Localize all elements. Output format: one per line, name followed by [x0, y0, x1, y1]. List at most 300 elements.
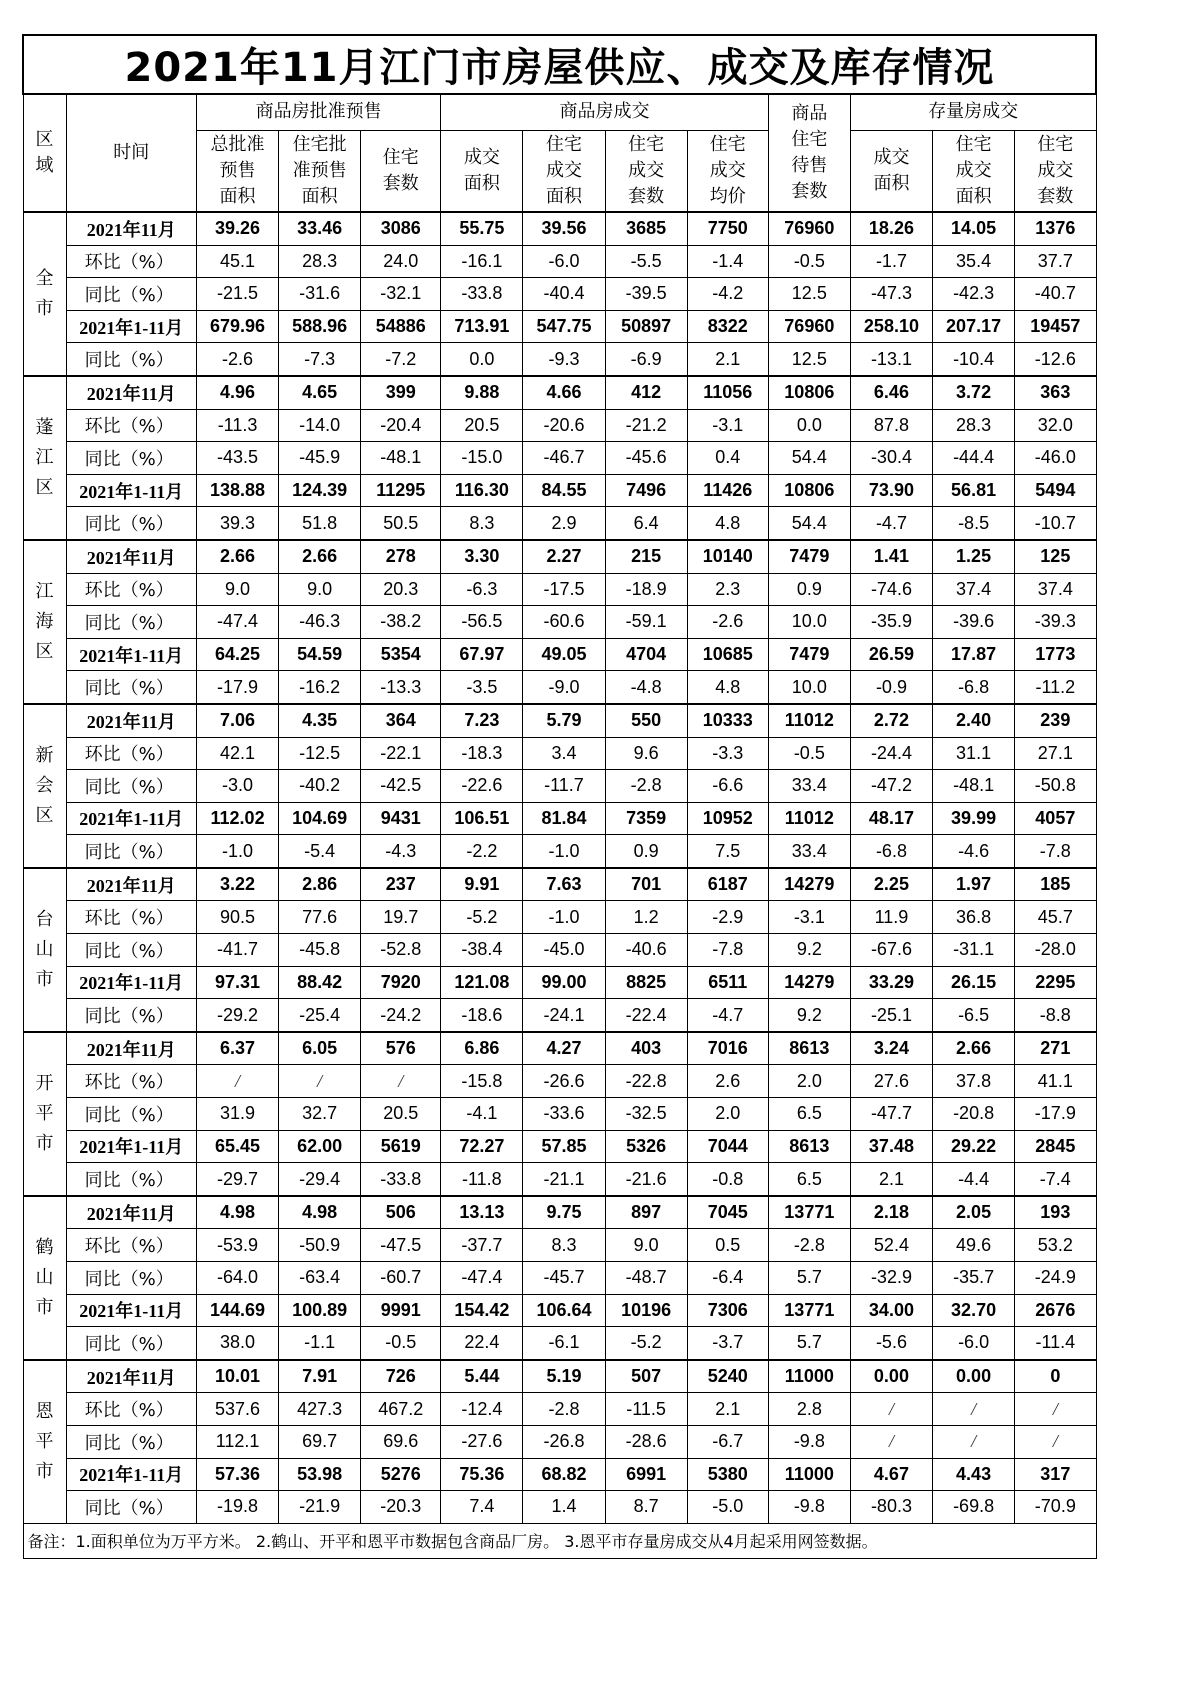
data-cell: -6.0	[523, 245, 605, 278]
data-cell: 28.3	[933, 409, 1015, 442]
data-cell: 7.23	[441, 704, 523, 737]
data-cell: -7.4	[1015, 1163, 1096, 1196]
data-cell: 10806	[768, 474, 850, 507]
data-cell: 77.6	[279, 901, 361, 934]
data-cell: -5.4	[279, 835, 361, 868]
data-cell: 12.5	[768, 343, 850, 376]
data-cell: /	[850, 1425, 932, 1458]
data-cell: 3685	[605, 212, 687, 245]
data-cell: 6.5	[768, 1163, 850, 1196]
data-cell: -35.7	[933, 1262, 1015, 1295]
data-cell: -42.5	[361, 770, 441, 803]
row-period: 同比（%）	[66, 606, 196, 639]
data-cell: -12.4	[441, 1393, 523, 1426]
data-cell: -18.6	[441, 999, 523, 1032]
data-cell: 124.39	[279, 474, 361, 507]
data-cell: 547.75	[523, 310, 605, 343]
data-cell: 51.8	[279, 507, 361, 540]
data-cell: 1.41	[850, 540, 932, 573]
data-cell: 0.00	[850, 1360, 932, 1393]
data-cell: -10.7	[1015, 507, 1096, 540]
row-period: 2021年1-11月	[66, 1458, 196, 1491]
row-period: 环比（%）	[66, 1393, 196, 1426]
row-period: 2021年1-11月	[66, 1294, 196, 1327]
data-cell: -11.4	[1015, 1327, 1096, 1360]
data-cell: -19.8	[196, 1491, 278, 1524]
data-cell: -0.8	[687, 1163, 768, 1196]
row-period: 2021年1-11月	[66, 310, 196, 343]
data-cell: 467.2	[361, 1393, 441, 1426]
data-cell: 2.25	[850, 868, 932, 901]
row-period: 同比（%）	[66, 1491, 196, 1524]
row-period: 2021年11月	[66, 704, 196, 737]
data-cell: -69.8	[933, 1491, 1015, 1524]
data-cell: -7.8	[1015, 835, 1096, 868]
data-cell: -45.8	[279, 934, 361, 967]
data-cell: 5619	[361, 1130, 441, 1163]
data-cell: 4704	[605, 638, 687, 671]
data-cell: 2.66	[196, 540, 278, 573]
data-cell: 7.91	[279, 1360, 361, 1393]
data-cell: -18.3	[441, 737, 523, 770]
table-row	[23, 966, 1096, 999]
row-period: 2021年11月	[66, 540, 196, 573]
data-cell: 701	[605, 868, 687, 901]
table-row	[23, 1130, 1096, 1163]
data-cell: -18.9	[605, 573, 687, 606]
row-period: 同比（%）	[66, 934, 196, 967]
data-cell: -47.3	[850, 278, 932, 311]
data-cell: 72.27	[441, 1130, 523, 1163]
data-cell: -43.5	[196, 442, 278, 475]
data-cell: -80.3	[850, 1491, 932, 1524]
data-cell: 64.25	[196, 638, 278, 671]
data-cell: -22.6	[441, 770, 523, 803]
data-cell: -20.3	[361, 1491, 441, 1524]
data-cell: 116.30	[441, 474, 523, 507]
data-cell: 2.72	[850, 704, 932, 737]
data-cell: -3.7	[687, 1327, 768, 1360]
data-cell: 7045	[687, 1196, 768, 1229]
data-cell: 35.4	[933, 245, 1015, 278]
data-cell: 507	[605, 1360, 687, 1393]
data-cell: -22.4	[605, 999, 687, 1032]
data-cell: 33.4	[768, 770, 850, 803]
data-cell: 39.56	[523, 212, 605, 245]
row-period: 同比（%）	[66, 278, 196, 311]
table-row	[23, 245, 1096, 278]
data-cell: -7.8	[687, 934, 768, 967]
data-cell: 33.29	[850, 966, 932, 999]
data-cell: -4.7	[687, 999, 768, 1032]
data-cell: 33.4	[768, 835, 850, 868]
data-cell: 7.06	[196, 704, 278, 737]
data-cell: 9.75	[523, 1196, 605, 1229]
data-cell: 11012	[768, 704, 850, 737]
data-cell: 7016	[687, 1032, 768, 1065]
row-period: 同比（%）	[66, 835, 196, 868]
data-cell: -3.1	[768, 901, 850, 934]
data-cell: -0.5	[768, 245, 850, 278]
data-cell: -3.5	[441, 671, 523, 704]
data-cell: -74.6	[850, 573, 932, 606]
header-col-3: 成交 面积	[441, 130, 523, 212]
data-cell: -5.2	[605, 1327, 687, 1360]
data-cell: 713.91	[441, 310, 523, 343]
row-period: 同比（%）	[66, 442, 196, 475]
data-cell: -5.2	[441, 901, 523, 934]
table-row	[23, 507, 1096, 540]
data-cell: 9.2	[768, 934, 850, 967]
data-cell: 258.10	[850, 310, 932, 343]
data-cell: 55.75	[441, 212, 523, 245]
row-period: 环比（%）	[66, 409, 196, 442]
data-cell: 4.98	[196, 1196, 278, 1229]
data-cell: 13771	[768, 1196, 850, 1229]
data-cell: 10685	[687, 638, 768, 671]
data-cell: 6.86	[441, 1032, 523, 1065]
data-cell: -9.0	[523, 671, 605, 704]
row-period: 同比（%）	[66, 1098, 196, 1131]
data-cell: -41.7	[196, 934, 278, 967]
data-cell: 5.7	[768, 1262, 850, 1295]
data-cell: 90.5	[196, 901, 278, 934]
data-cell: 10333	[687, 704, 768, 737]
data-cell: 62.00	[279, 1130, 361, 1163]
data-cell: -46.3	[279, 606, 361, 639]
data-cell: -15.0	[441, 442, 523, 475]
data-cell: -0.5	[768, 737, 850, 770]
data-cell: 7750	[687, 212, 768, 245]
data-cell: -1.4	[687, 245, 768, 278]
data-cell: 8825	[605, 966, 687, 999]
data-cell: 144.69	[196, 1294, 278, 1327]
table-row	[23, 802, 1096, 835]
data-cell: 7920	[361, 966, 441, 999]
table-row	[23, 671, 1096, 704]
data-cell: 39.26	[196, 212, 278, 245]
data-cell: -16.1	[441, 245, 523, 278]
data-cell: 10.0	[768, 671, 850, 704]
data-cell: -1.7	[850, 245, 932, 278]
data-cell: 39.3	[196, 507, 278, 540]
table-row	[23, 770, 1096, 803]
data-cell: -6.4	[687, 1262, 768, 1295]
data-cell: 68.82	[523, 1458, 605, 1491]
row-period: 同比（%）	[66, 1425, 196, 1458]
data-cell: 10.01	[196, 1360, 278, 1393]
data-cell: -16.2	[279, 671, 361, 704]
data-cell: /	[933, 1393, 1015, 1426]
data-cell: 22.4	[441, 1327, 523, 1360]
data-cell: -39.3	[1015, 606, 1096, 639]
data-cell: -5.0	[687, 1491, 768, 1524]
data-cell: 50897	[605, 310, 687, 343]
data-cell: -21.9	[279, 1491, 361, 1524]
data-cell: 2.3	[687, 573, 768, 606]
data-cell: -52.8	[361, 934, 441, 967]
data-cell: /	[933, 1425, 1015, 1458]
data-cell: -7.2	[361, 343, 441, 376]
data-cell: 32.0	[1015, 409, 1096, 442]
data-cell: -24.9	[1015, 1262, 1096, 1295]
data-cell: -4.3	[361, 835, 441, 868]
data-cell: -1.0	[523, 835, 605, 868]
data-cell: -9.8	[768, 1425, 850, 1458]
data-cell: 39.99	[933, 802, 1015, 835]
data-cell: 4.8	[687, 507, 768, 540]
data-cell: -15.8	[441, 1065, 523, 1098]
data-cell: 37.4	[933, 573, 1015, 606]
data-cell: 14279	[768, 868, 850, 901]
data-cell: -2.8	[768, 1229, 850, 1262]
data-cell: 237	[361, 868, 441, 901]
data-cell: /	[196, 1065, 278, 1098]
data-cell: 36.8	[933, 901, 1015, 934]
data-cell: 5.79	[523, 704, 605, 737]
data-cell: 8613	[768, 1130, 850, 1163]
data-cell: 49.05	[523, 638, 605, 671]
data-cell: /	[1015, 1425, 1096, 1458]
data-cell: 2676	[1015, 1294, 1096, 1327]
data-cell: 7044	[687, 1130, 768, 1163]
header-col-5: 住宅 成交 套数	[605, 130, 687, 212]
data-cell: -40.4	[523, 278, 605, 311]
data-cell: -21.2	[605, 409, 687, 442]
data-cell: 53.98	[279, 1458, 361, 1491]
data-cell: -32.5	[605, 1098, 687, 1131]
header-col-8: 住宅 成交 面积	[933, 130, 1015, 212]
data-cell: 3.30	[441, 540, 523, 573]
data-cell: 2.40	[933, 704, 1015, 737]
data-cell: -24.1	[523, 999, 605, 1032]
row-period: 同比（%）	[66, 1262, 196, 1295]
data-cell: 193	[1015, 1196, 1096, 1229]
data-cell: 27.1	[1015, 737, 1096, 770]
region-label: 蓬 江 区	[23, 376, 66, 540]
data-cell: 69.7	[279, 1425, 361, 1458]
header-col-4: 住宅 成交 面积	[523, 130, 605, 212]
data-cell: -40.2	[279, 770, 361, 803]
data-cell: 7.4	[441, 1491, 523, 1524]
data-cell: -20.4	[361, 409, 441, 442]
data-cell: -0.5	[361, 1327, 441, 1360]
data-cell: 54886	[361, 310, 441, 343]
data-cell: -6.5	[933, 999, 1015, 1032]
data-cell: 32.70	[933, 1294, 1015, 1327]
data-cell: 10196	[605, 1294, 687, 1327]
data-cell: -17.9	[196, 671, 278, 704]
data-cell: 364	[361, 704, 441, 737]
data-cell: 10.0	[768, 606, 850, 639]
data-cell: -40.7	[1015, 278, 1096, 311]
data-cell: 48.17	[850, 802, 932, 835]
row-period: 2021年11月	[66, 868, 196, 901]
data-cell: 0.0	[768, 409, 850, 442]
data-cell: 9.0	[196, 573, 278, 606]
header-col-7: 成交 面积	[850, 130, 932, 212]
data-cell: -20.6	[523, 409, 605, 442]
row-period: 2021年1-11月	[66, 802, 196, 835]
data-cell: -33.8	[361, 1163, 441, 1196]
data-cell: -2.8	[523, 1393, 605, 1426]
data-cell: 215	[605, 540, 687, 573]
data-cell: -11.7	[523, 770, 605, 803]
data-cell: -5.6	[850, 1327, 932, 1360]
data-cell: 399	[361, 376, 441, 409]
data-cell: -2.9	[687, 901, 768, 934]
data-cell: 106.64	[523, 1294, 605, 1327]
data-cell: 138.88	[196, 474, 278, 507]
data-cell: 1.97	[933, 868, 1015, 901]
data-cell: 28.3	[279, 245, 361, 278]
data-cell: 2.1	[687, 343, 768, 376]
data-cell: 52.4	[850, 1229, 932, 1262]
row-period: 同比（%）	[66, 1163, 196, 1196]
data-cell: -17.9	[1015, 1098, 1096, 1131]
data-cell: 75.36	[441, 1458, 523, 1491]
data-cell: -48.1	[933, 770, 1015, 803]
table-row	[23, 1294, 1096, 1327]
data-cell: 2.86	[279, 868, 361, 901]
data-cell: 13771	[768, 1294, 850, 1327]
data-cell: 12.5	[768, 278, 850, 311]
row-period: 2021年11月	[66, 212, 196, 245]
data-cell: -45.7	[523, 1262, 605, 1295]
data-cell: 4.27	[523, 1032, 605, 1065]
data-cell: 6.5	[768, 1098, 850, 1131]
data-cell: 4057	[1015, 802, 1096, 835]
data-cell: -11.5	[605, 1393, 687, 1426]
row-period: 同比（%）	[66, 343, 196, 376]
data-cell: 37.8	[933, 1065, 1015, 1098]
housing-table	[22, 34, 1097, 1559]
data-cell: 2.1	[687, 1393, 768, 1426]
data-cell: -6.8	[850, 835, 932, 868]
data-cell: -37.7	[441, 1229, 523, 1262]
data-cell: 4.35	[279, 704, 361, 737]
data-cell: 1.25	[933, 540, 1015, 573]
data-cell: 106.51	[441, 802, 523, 835]
data-cell: 9991	[361, 1294, 441, 1327]
data-cell: /	[850, 1393, 932, 1426]
data-cell: -39.6	[933, 606, 1015, 639]
data-cell: -29.4	[279, 1163, 361, 1196]
data-cell: 537.6	[196, 1393, 278, 1426]
data-cell: -12.5	[279, 737, 361, 770]
data-cell: 4.65	[279, 376, 361, 409]
data-cell: 19457	[1015, 310, 1096, 343]
data-cell: 7479	[768, 540, 850, 573]
data-cell: 8.3	[523, 1229, 605, 1262]
region-label: 全 市	[23, 212, 66, 376]
data-cell: -4.4	[933, 1163, 1015, 1196]
data-cell: 1.4	[523, 1491, 605, 1524]
table-row	[23, 934, 1096, 967]
table-row	[23, 868, 1096, 901]
data-cell: 69.6	[361, 1425, 441, 1458]
data-cell: 9.2	[768, 999, 850, 1032]
data-cell: 278	[361, 540, 441, 573]
data-cell: 0.00	[933, 1360, 1015, 1393]
data-cell: 37.4	[1015, 573, 1096, 606]
data-cell: 2.0	[687, 1098, 768, 1131]
data-cell: 6.4	[605, 507, 687, 540]
data-cell: -59.1	[605, 606, 687, 639]
data-cell: 2.6	[687, 1065, 768, 1098]
table-row	[23, 999, 1096, 1032]
data-cell: 8613	[768, 1032, 850, 1065]
data-cell: -29.7	[196, 1163, 278, 1196]
data-cell: 41.1	[1015, 1065, 1096, 1098]
data-cell: 10140	[687, 540, 768, 573]
data-cell: 31.9	[196, 1098, 278, 1131]
table-row	[23, 1327, 1096, 1360]
data-cell: 576	[361, 1032, 441, 1065]
header-group-deal: 商品房成交	[441, 94, 768, 130]
data-cell: -2.8	[605, 770, 687, 803]
data-cell: -1.1	[279, 1327, 361, 1360]
data-cell: 506	[361, 1196, 441, 1229]
data-cell: 121.08	[441, 966, 523, 999]
data-cell: -26.6	[523, 1065, 605, 1098]
data-cell: -38.2	[361, 606, 441, 639]
data-cell: /	[1015, 1393, 1096, 1426]
data-cell: 87.8	[850, 409, 932, 442]
data-cell: 9431	[361, 802, 441, 835]
region-label: 鹤 山 市	[23, 1196, 66, 1360]
data-cell: 65.45	[196, 1130, 278, 1163]
data-cell: -22.1	[361, 737, 441, 770]
table-row	[23, 343, 1096, 376]
table-row	[23, 376, 1096, 409]
data-cell: -33.6	[523, 1098, 605, 1131]
data-cell: 2.66	[933, 1032, 1015, 1065]
data-cell: -60.7	[361, 1262, 441, 1295]
data-cell: 1.2	[605, 901, 687, 934]
data-cell: 0.9	[768, 573, 850, 606]
header-time: 时间	[66, 94, 196, 212]
row-period: 环比（%）	[66, 901, 196, 934]
data-cell: 8322	[687, 310, 768, 343]
data-cell: 97.31	[196, 966, 278, 999]
data-cell: 125	[1015, 540, 1096, 573]
row-period: 环比（%）	[66, 737, 196, 770]
data-cell: 679.96	[196, 310, 278, 343]
data-cell: 207.17	[933, 310, 1015, 343]
data-cell: 42.1	[196, 737, 278, 770]
data-cell: -50.8	[1015, 770, 1096, 803]
data-cell: -24.2	[361, 999, 441, 1032]
data-cell: -25.4	[279, 999, 361, 1032]
data-cell: -14.0	[279, 409, 361, 442]
data-cell: -11.2	[1015, 671, 1096, 704]
data-cell: 11295	[361, 474, 441, 507]
footnote: 备注：1.面积单位为万平方米。 2.鹤山、开平和恩平市数据包含商品厂房。 3.恩平市存量房成交从4月起采用网签数据。	[23, 1523, 1096, 1558]
data-cell: -6.9	[605, 343, 687, 376]
data-cell: -7.3	[279, 343, 361, 376]
row-period: 2021年11月	[66, 376, 196, 409]
table-row	[23, 1196, 1096, 1229]
data-cell: -45.9	[279, 442, 361, 475]
table-row	[23, 278, 1096, 311]
data-cell: 14.05	[933, 212, 1015, 245]
table-row	[23, 638, 1096, 671]
data-cell: 88.42	[279, 966, 361, 999]
data-cell: -11.8	[441, 1163, 523, 1196]
data-cell: 4.66	[523, 376, 605, 409]
region-label: 新 会 区	[23, 704, 66, 868]
